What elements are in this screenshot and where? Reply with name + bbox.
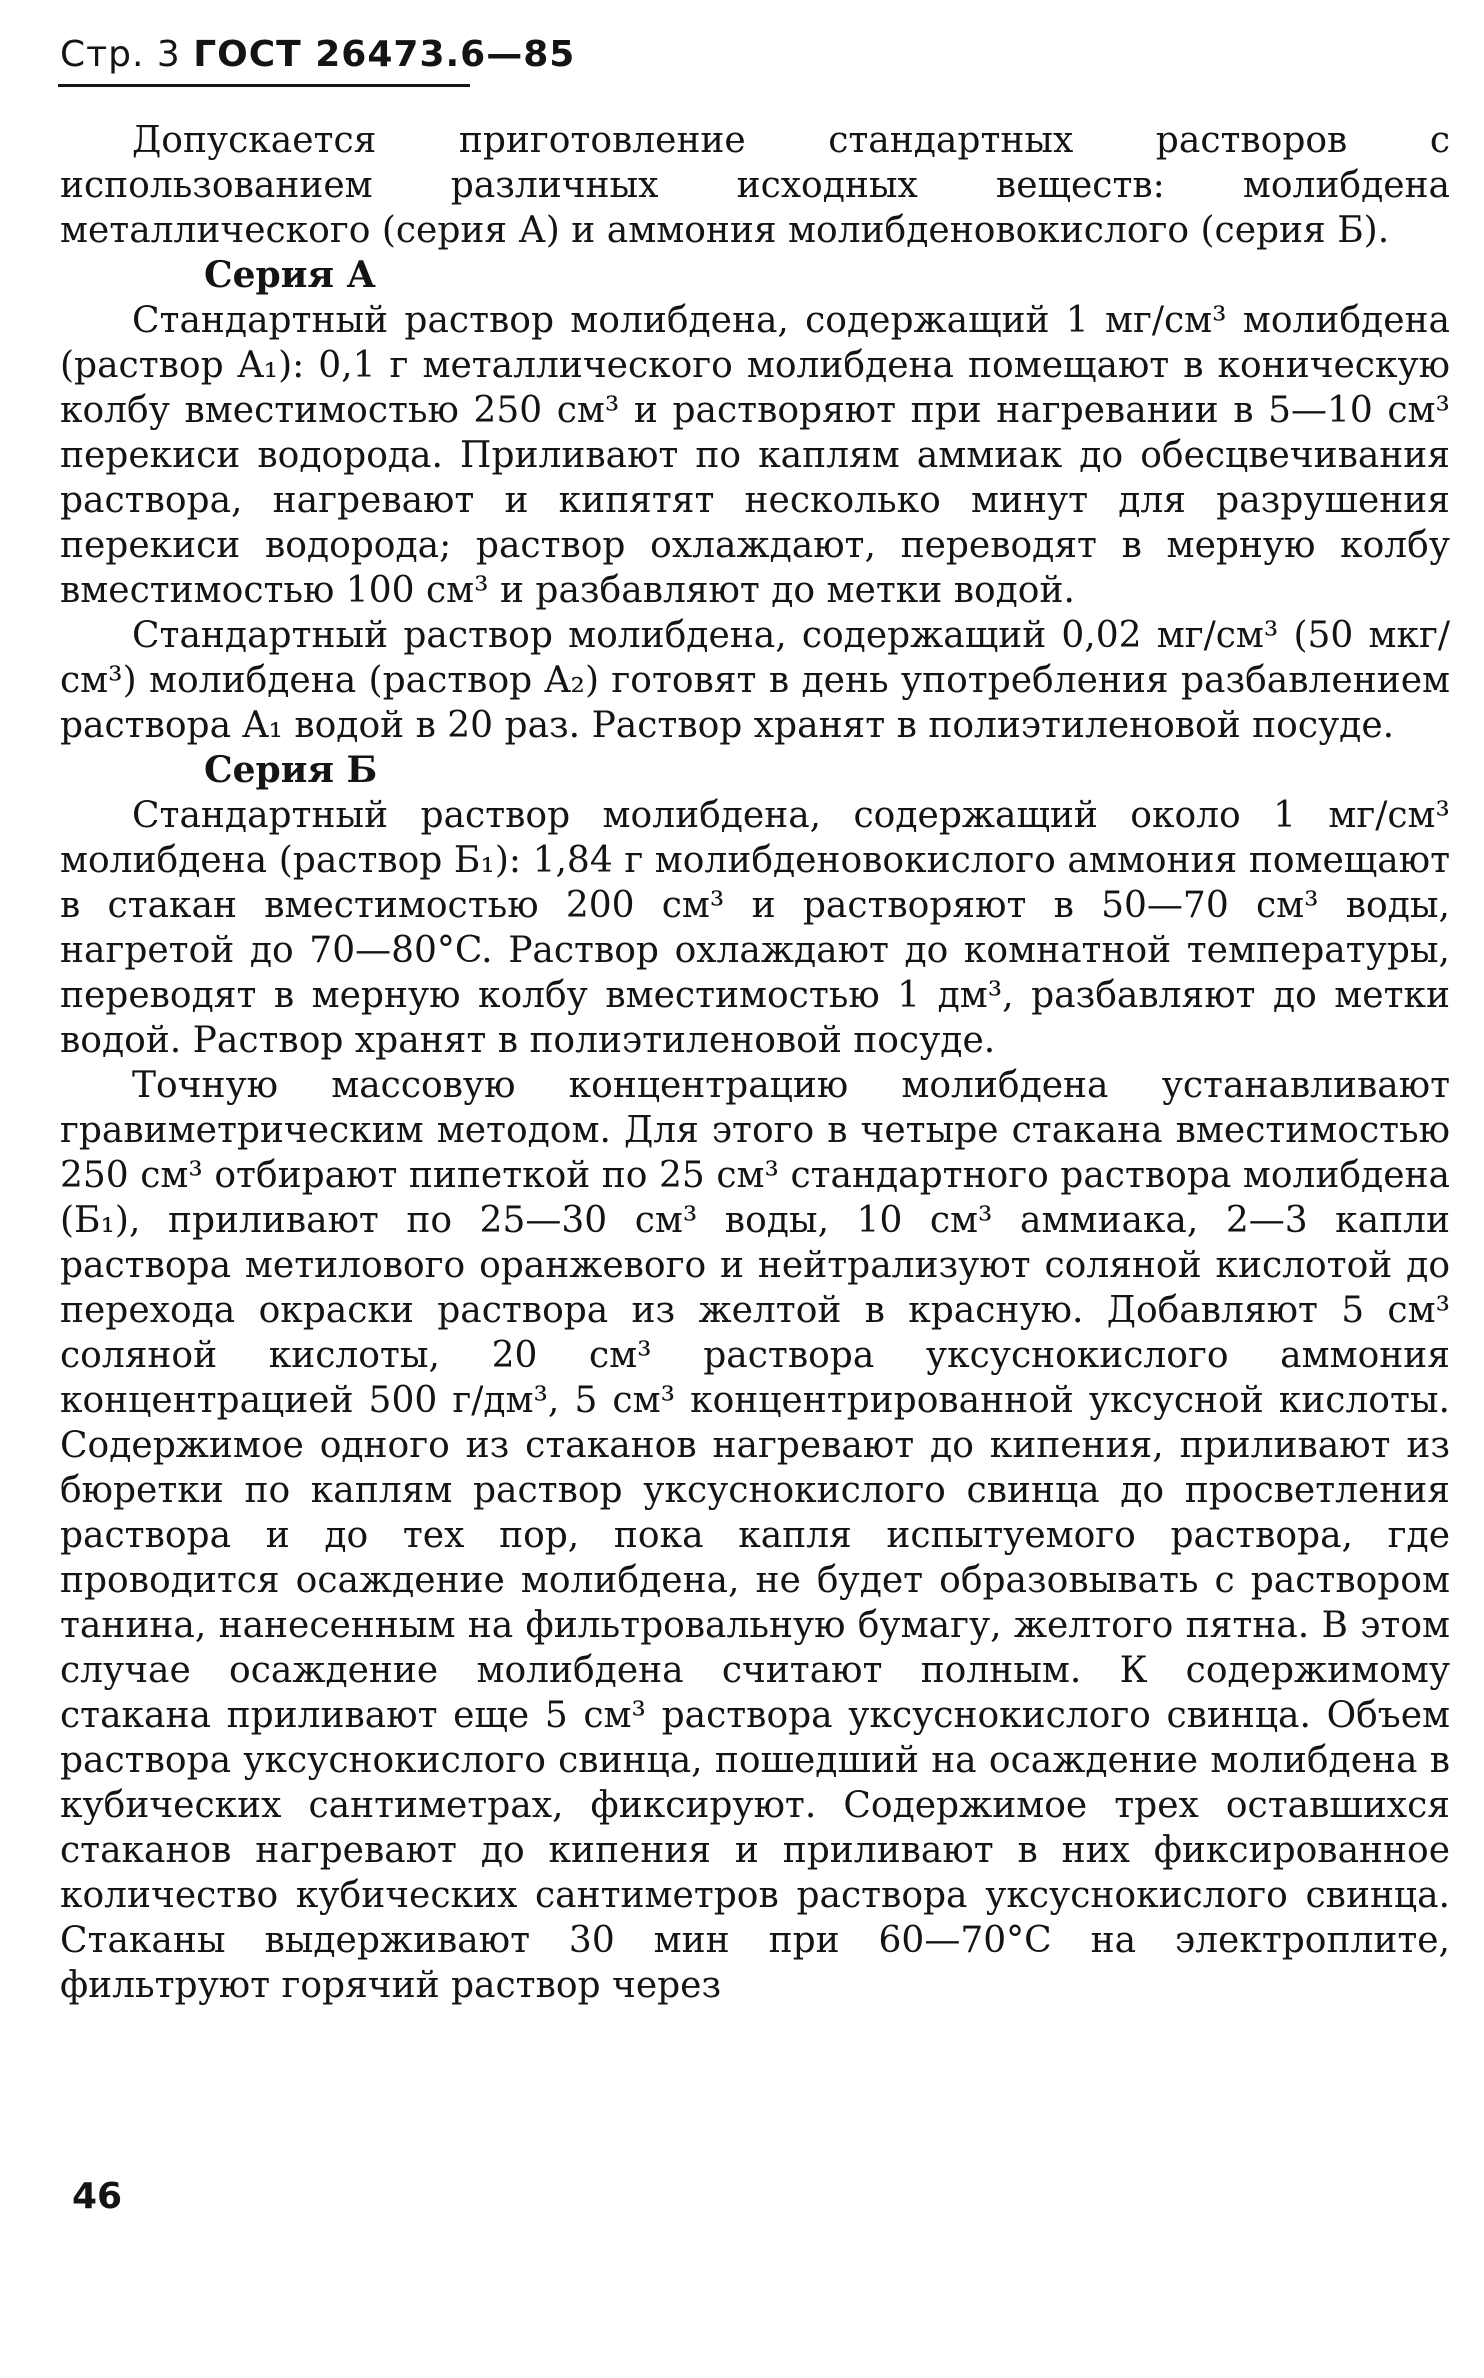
paragraph: Допускается приготовление стандартных растворов с использованием различных исходных веществ: молибдена металлического (серия А) и аммония молибденовокислого (серия Б). [60,120,1450,251]
section-heading: Серия А [204,254,376,296]
paragraph: Стандартный раствор молибдена, содержащий 0,02 мг/см³ (50 мкг/см³) молибдена (раствор A₂) готовят в день употребления разбавлением раствора A₁ водой в 20 раз. Раствор хранят в полиэтиленовой посуде. [60,615,1450,746]
header-rule [58,84,470,87]
paragraph: Стандартный раствор молибдена, содержащий 1 мг/см³ молибдена (раствор A₁): 0,1 г металлического молибдена помещают в коническую колбу вместимостью 250 см³ и растворяют при нагревании в 5—10 см³ перекиси водорода. Приливают по каплям аммиак до обесцвечивания раствора, нагревают и кипятят несколько минут для разрушения перекиси водорода; раствор охлаждают, переводят в мерную колбу вместимостью 100 см³ и разбавляют до метки водой. [60,300,1450,611]
section-heading: Серия Б [204,749,378,791]
standard-designation: ГОСТ 26473.6—85 [193,34,576,75]
paragraph: Точную массовую концентрацию молибдена устанавливают гравиметрическим методом. Для этого в четыре стакана вместимостью 250 см³ отбирают пипеткой по 25 см³ стандартного раствора молибдена (Б₁), приливают по 25—30 см³ воды, 10 см³ аммиака, 2—3 капли раствора метилового оранжевого и нейтрализуют соляной кислотой до перехода окраски раствора из желтой в красную. Добавляют 5 см³ соляной кислоты, 20 см³ раствора уксуснокислого аммония концентрацией 500 г/дм³, 5 см³ концентрированной уксусной кислоты. Содержимое одного из стаканов нагревают до кипения, приливают из бюретки по каплям раствор уксуснокислого свинца до просветления раствора и до тех пор, пока капля испытуемого раствора, где проводится осаждение молибдена, не будет образовывать с раствором танина, нанесенным на фильтровальную бумагу, желтого пятна. В этом случае осаждение молибдена считают полным. К содержимому стакана приливают еще 5 см³ раствора уксуснокислого свинца. Объем раствора уксуснокислого свинца, пошедший на осаждение молибдена в кубических сантиметрах, фиксируют. Содержимое трех оставшихся стаканов нагревают до кипения и приливают в них фиксированное количество кубических сантиметров раствора уксуснокислого свинца. Стаканы выдерживают 30 мин при 60—70°C на электроплите, фильтруют горячий раствор через [60,1065,1450,2006]
body-text [60,118,1450,2008]
page-label: Стр. 3 [60,34,181,75]
running-header [60,34,575,75]
paragraph: Стандартный раствор молибдена, содержащий около 1 мг/см³ молибдена (раствор Б₁): 1,84 г молибденовокислого аммония помещают в стакан вместимостью 200 см³ и растворяют в 50—70 см³ воды, нагретой до 70—80°C. Раствор охлаждают до комнатной температуры, переводят в мерную колбу вместимостью 1 дм³, разбавляют до метки водой. Раствор хранят в полиэтиленовой посуде. [60,795,1450,1061]
page-number: 46 [72,2176,123,2217]
